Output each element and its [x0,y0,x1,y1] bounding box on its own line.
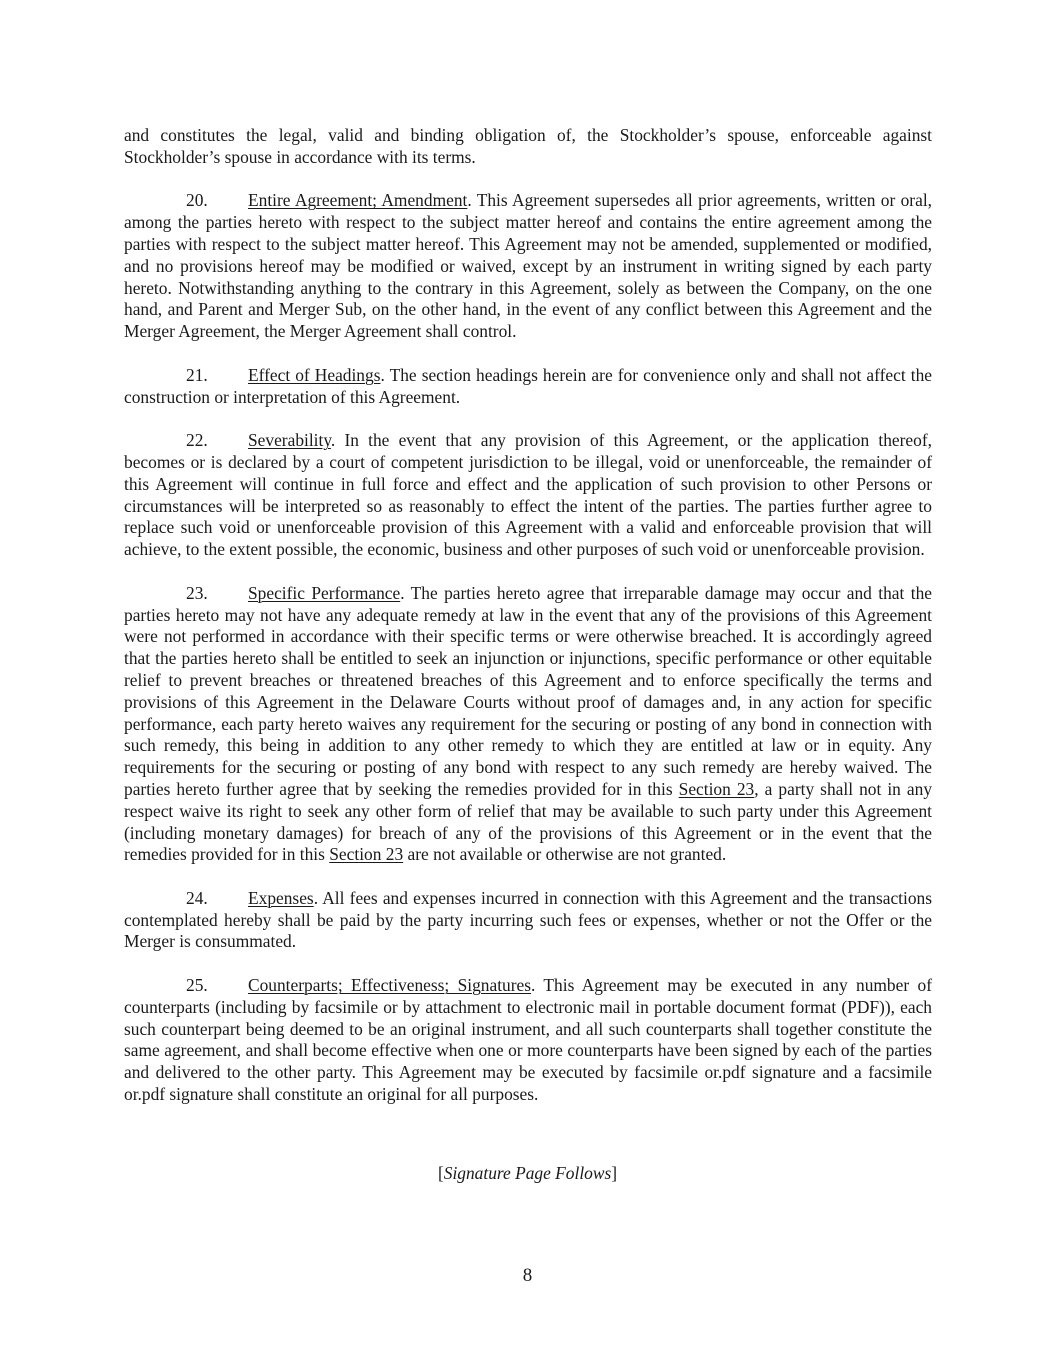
section-number: 20. [186,190,208,211]
section-heading: Entire Agreement; Amendment [248,190,468,211]
section-text: . The section headings herein are for convenience only and shall not affect the construction or interpretation of this Agreement. [124,364,933,407]
bracket-open: [ [437,1163,444,1183]
section-number: 23. [186,582,208,603]
section-text: . The parties hereto agree that irreparable damage may occur and that the parties hereto may not have any adequate remedy at law in the event that any of the provisions of this Agreement were not performed in accordance with their specific terms or were otherwise breached. It is accordingly agreed that the parties hereto shall be entitled to seek an injunction or injunctions, specific performance or other equitable relief to prevent breaches or threatened breaches of this Agreement and to enforce specifically the terms and provisions of this Agreement in the Delaware Courts without proof of damages and, in any action for specific performance, each party hereto waives any requirement for the securing or posting of any bond in connection with such remedy, this being in addition to any other remedy to which they are entitled at law or in equity. Any requirements for the securing or posting of any bond with respect to any such remedy are hereby waived. The parties hereto further agree that by seeking the remedies provided for in this [124,582,932,799]
section-25 [124,975,932,1106]
section-text: . This Agreement may be executed in any number of counterparts (including by facsimile or by attachment to electronic mail in portable document format (PDF)), each such counterpart being deemed to be an original instrument, and all such counterparts shall together constitute the same agreement, and shall become effective when one or more counterparts have been signed by each of the parties and delivered to the other party. This Agreement may be executed by facsimile or.pdf signature and a facsimile or.pdf signature shall constitute an original for all purposes. [124,975,932,1105]
section-number: 22. [186,430,208,451]
section-22 [124,430,932,561]
section-text: are not available or otherwise are not granted. [403,844,727,865]
section-heading: Severability [248,430,331,451]
page-number: 8 [522,1265,533,1286]
section-number: 21. [186,364,208,385]
section-reference: Section 23 [329,844,404,865]
section-24 [124,888,932,953]
section-number: 25. [186,975,208,996]
section-heading: Counterparts; Effectiveness; Signatures [248,975,532,996]
section-reference: Section 23 [678,778,755,799]
section-text: . All fees and expenses incurred in connection with this Agreement and the transactions contemplated hereby shall be paid by the party incurring such fees or expenses, whether or not the Offer or the Merger is consummated. [124,887,932,952]
signature-page-follows-note [0,1163,1055,1185]
document-body [124,125,932,1128]
section-heading: Expenses [248,887,314,908]
section-21 [124,365,932,409]
bracket-close: ] [611,1163,618,1183]
section-number: 24. [186,887,208,908]
section-heading: Effect of Headings [248,364,381,385]
section-heading: Specific Performance [248,582,401,603]
section-text: . This Agreement supersedes all prior agreements, written or oral, among the parties hereto with respect to the subject matter hereof and contains the entire agreement among the parties with respect to the subject matter hereof. This Agreement may not be amended, supplemented or modified, and no provisions hereof may be modified or waived, except by an instrument in writing signed by each party hereto. Notwithstanding anything to the contrary in this Agreement, solely as between the Company, on the one hand, and Parent and Merger Sub, on the other hand, in the event of any conflict between this Agreement and the Merger Agreement, the Merger Agreement shall control. [124,190,932,342]
signature-note-text: Signature Page Follows [443,1163,612,1183]
section-text: . In the event that any provision of this Agreement, or the application thereof, becomes or is declared by a court of competent jurisdiction to be illegal, void or unenforceable, the remainder of this Agreement will continue in full force and effect and the application of such provision to other Persons or circumstances will be interpreted so as reasonably to effect the intent of the parties. The parties further agree to replace such void or unenforceable provision of this Agreement with a valid and enforceable provision that will achieve, to the extent possible, the economic, business and other purposes of such void or unenforceable provision. [124,430,932,560]
section-23 [124,583,932,866]
section-20 [124,190,932,343]
continuation-paragraph: and constitutes the legal, valid and binding obligation of, the Stockholder’s spouse, enforceable against Stockholder’s spouse in accordance with its terms. [124,125,932,167]
section-text: , a party shall not in any respect waive its right to seek any other form of relief that may be available to such party under this Agreement (including monetary damages) for breach of any of the provisions of this Agreement or in the event that the remedies provided for in this [124,778,933,865]
